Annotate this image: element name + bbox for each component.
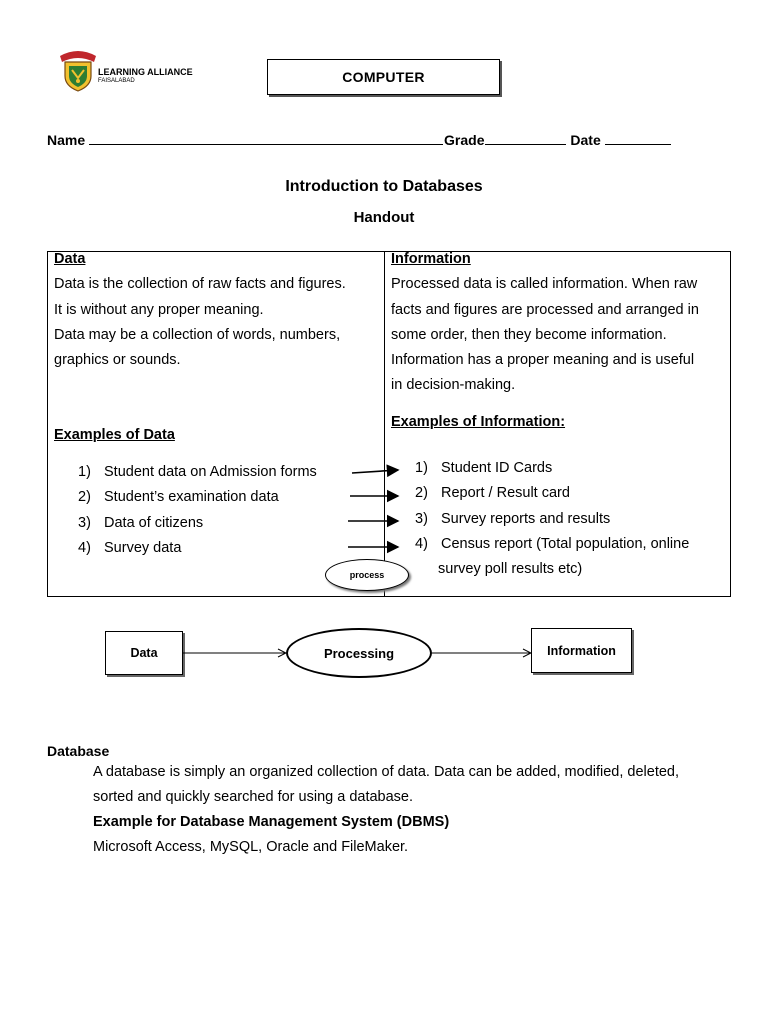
data-examples-list [78,460,317,561]
list-item: 2) Report / Result card [415,485,570,502]
name-field[interactable] [89,130,443,145]
information-examples-list [415,456,689,582]
dbms-example-heading: Example for Database Management System (DBMS) [93,814,450,830]
list-item: 3) Survey reports and results [415,510,611,527]
information-heading: Information [391,251,471,267]
date-label: Date [570,132,601,148]
database-heading: Database [47,743,110,759]
grade-label: Grade [444,132,485,148]
information-paragraph-line: some order, then they become information. [391,326,667,343]
list-item: 2) Student’s examination data [78,489,279,506]
list-item: 1) Student ID Cards [415,460,553,476]
information-paragraph-line: Information has a proper meaning and is useful [391,352,695,369]
crest-icon [58,48,98,92]
date-field[interactable] [605,130,671,145]
page-subtitle: Handout [353,209,415,226]
flow-output-box: Information [531,628,632,673]
information-column [391,247,727,399]
flow-arrow-2 [432,644,532,662]
list-item: 1) Student data on Admission forms [78,464,317,480]
dbms-example-list: Microsoft Access, MySQL, Oracle and FileMaker. [93,839,409,855]
data-column [54,247,380,373]
logo-name: LEARNING ALLIANCE [98,67,193,77]
database-definition-line: sorted and quickly searched for using a database. [93,789,414,805]
list-item: 3) Data of citizens [78,514,204,531]
data-paragraph-line: graphics or sounds. [54,352,181,369]
process-oval: process [325,559,409,591]
data-heading: Data [54,251,86,267]
arrow-right-icon [352,470,398,473]
information-paragraph-line: facts and figures are processed and arranged in [391,301,699,318]
flow-arrow-1 [183,644,287,662]
subject-title: COMPUTER [267,59,500,95]
data-paragraph-line: It is without any proper meaning. [54,301,264,318]
logo-city: FAISALABAD [98,78,135,84]
flow-input-box: Data [105,631,183,675]
flow-process-oval: Processing [286,628,432,678]
list-item-continuation: survey poll results etc) [438,561,583,578]
student-info-line [47,130,672,148]
data-paragraph-line: Data may be a collection of words, numbers, [54,326,341,343]
database-definition-line: A database is simply an organized collection of data. Data can be added, modified, deleted, [93,764,680,780]
list-item: 4) Census report (Total population, online [415,535,690,552]
data-examples-heading: Examples of Data [54,427,175,443]
information-paragraph-line: Processed data is called information. When raw [391,276,698,293]
list-item: 4) Survey data [78,539,182,556]
process-arrows [340,460,410,560]
grade-field[interactable] [485,130,566,145]
database-section [93,760,733,860]
information-examples-heading: Examples of Information: [391,414,566,430]
data-paragraph-line: Data is the collection of raw facts and figures. [54,276,346,293]
page-title: Introduction to Databases [285,178,483,195]
name-label: Name [47,132,86,148]
information-paragraph-line: in decision-making. [391,377,516,394]
